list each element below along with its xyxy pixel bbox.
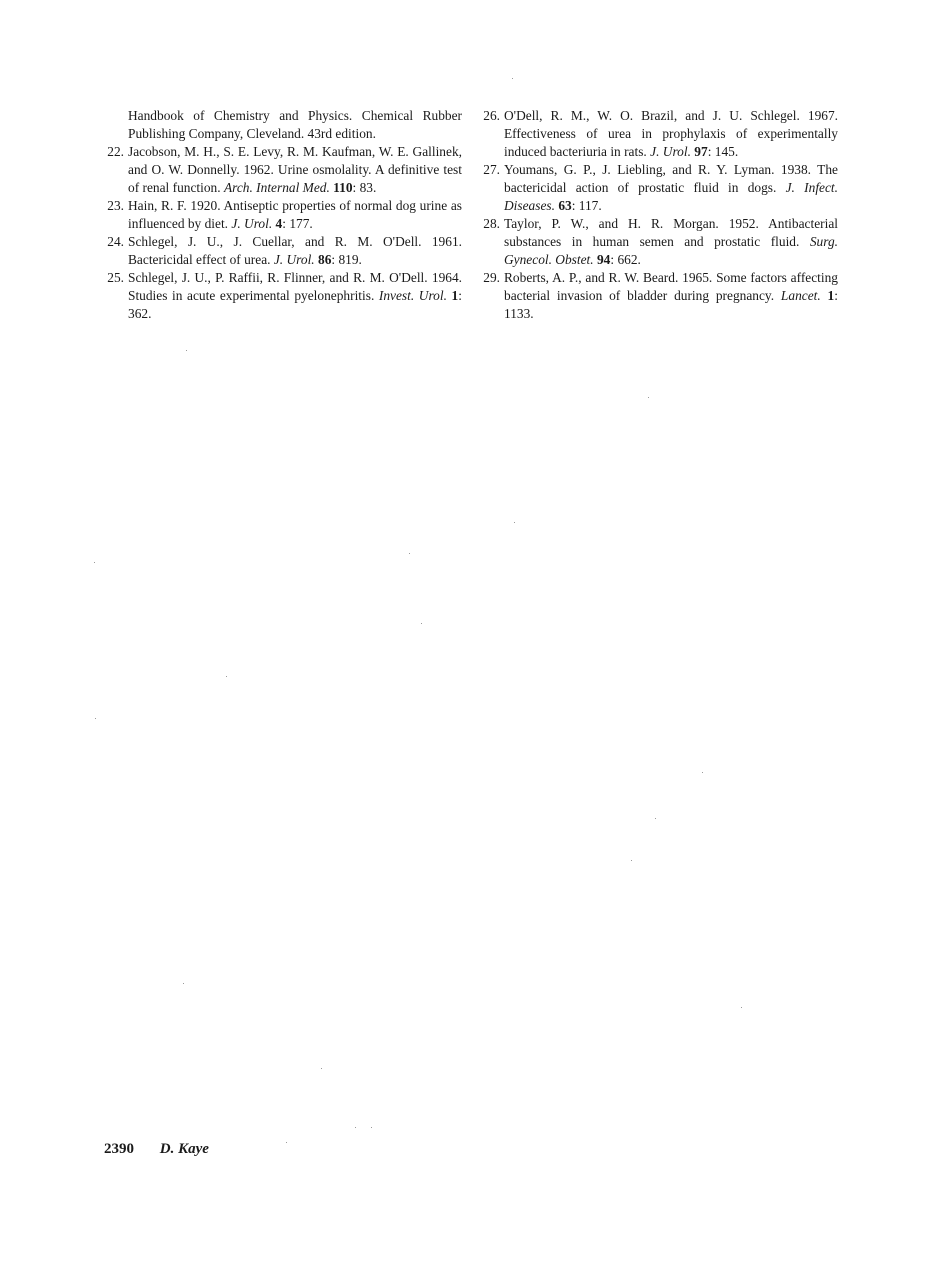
- scan-speck: [186, 350, 187, 351]
- scan-speck: [702, 772, 703, 773]
- scan-speck: [286, 1142, 287, 1143]
- reference-item-28: [480, 215, 838, 269]
- reference-item-24: [104, 233, 462, 269]
- scan-speck: [514, 522, 515, 523]
- reference-text: Youmans, G. P., J. Liebling, and R. Y. Lyman. 1938. The bactericidal action of prostatic fluid in dogs.: [504, 162, 838, 195]
- reference-volume: 110: [333, 180, 353, 195]
- scan-speck: [409, 553, 410, 554]
- scan-speck: [94, 562, 95, 563]
- reference-item-29: [480, 269, 838, 323]
- reference-volume: 94: [596, 252, 611, 267]
- reference-pages: : 145.: [707, 144, 739, 159]
- reference-number: 29.: [483, 270, 500, 285]
- reference-text: Hain, R. F. 1920. Antiseptic properties of normal dog urine as influenced by diet.: [128, 198, 462, 231]
- reference-journal: Surg. Gynecol. Obstet.: [504, 234, 838, 267]
- reference-item-23: [104, 197, 462, 233]
- scan-speck: [371, 1127, 372, 1128]
- scan-speck: [226, 676, 227, 677]
- reference-journal: J. Urol.: [650, 144, 691, 159]
- reference-item-27: [480, 161, 838, 215]
- reference-text: Schlegel, J. U., P. Raffii, R. Flinner, and R. M. O'Dell. 1964. Studies in acute experimental pyelonephritis.: [128, 270, 462, 303]
- reference-text: Schlegel, J. U., J. Cuellar, and R. M. O'Dell. 1961. Bactericidal effect of urea.: [128, 234, 462, 267]
- reference-journal: J. Infect. Diseases.: [504, 180, 838, 213]
- reference-pages: : 83.: [352, 180, 377, 195]
- reference-item-25: [104, 269, 462, 323]
- scan-speck: [95, 718, 96, 719]
- reference-number: 22.: [107, 144, 124, 159]
- scan-speck: [512, 78, 513, 79]
- reference-journal: Invest. Urol.: [378, 288, 447, 303]
- scan-speck: [355, 1127, 356, 1128]
- reference-journal: Arch. Internal Med.: [223, 180, 330, 195]
- reference-pages: : 1133.: [504, 288, 838, 321]
- reference-volume: 63: [558, 198, 572, 213]
- reference-volume: 97: [694, 144, 708, 159]
- scan-speck: [183, 983, 184, 984]
- scan-speck: [741, 1007, 742, 1008]
- reference-column-right: [480, 107, 838, 323]
- reference-text: Taylor, P. W., and H. R. Morgan. 1952. Antibacterial substances in human semen and prostatic fluid.: [504, 216, 838, 249]
- reference-text: O'Dell, R. M., W. O. Brazil, and J. U. Schlegel. 1967. Effectiveness of urea in prophylaxis of experimentally induced bacteriuria in rats.: [504, 108, 838, 159]
- reference-pages: : 117.: [571, 198, 602, 213]
- scan-speck: [655, 818, 656, 819]
- reference-item-22: [104, 143, 462, 197]
- scan-speck: [421, 623, 422, 624]
- reference-number: 26.: [483, 108, 500, 123]
- reference-text: Roberts, A. P., and R. W. Beard. 1965. Some factors affecting bacterial invasion of bladder during pregnancy.: [504, 270, 838, 303]
- reference-pages: : 819.: [331, 252, 362, 267]
- reference-item-26: [480, 107, 838, 161]
- reference-volume: 1: [827, 288, 835, 303]
- page-footer: [104, 1141, 209, 1158]
- reference-journal: J. Urol.: [273, 252, 315, 267]
- scan-speck: [648, 397, 649, 398]
- reference-text: Jacobson, M. H., S. E. Levy, R. M. Kaufman, W. E. Gallinek, and O. W. Donnelly. 1962. Urine osmolality. A definitive test of renal function.: [128, 144, 462, 195]
- scan-speck: [631, 860, 632, 861]
- reference-number: 25.: [107, 270, 124, 285]
- reference-journal: J. Urol.: [231, 216, 273, 231]
- reference-number: 27.: [483, 162, 500, 177]
- reference-number: 28.: [483, 216, 500, 231]
- page-number: 2390: [104, 1141, 134, 1157]
- running-author: D. Kaye: [159, 1141, 209, 1157]
- reference-column-left: [104, 107, 462, 323]
- reference-volume: 4: [275, 216, 283, 231]
- reference-pages: : 662.: [610, 252, 641, 267]
- reference-number: 24.: [107, 234, 124, 249]
- reference-volume: 86: [318, 252, 332, 267]
- reference-volume: 1: [451, 288, 459, 303]
- reference-number: 23.: [107, 198, 124, 213]
- reference-text: Handbook of Chemistry and Physics. Chemical Rubber Publishing Company, Cleveland. 43rd edition.: [128, 108, 462, 141]
- reference-journal: Lancet.: [780, 288, 821, 303]
- reference-pages: : 362.: [128, 288, 462, 321]
- reference-pages: : 177.: [282, 216, 313, 231]
- reference-item-21-continued: [104, 107, 462, 143]
- scan-speck: [321, 1068, 322, 1069]
